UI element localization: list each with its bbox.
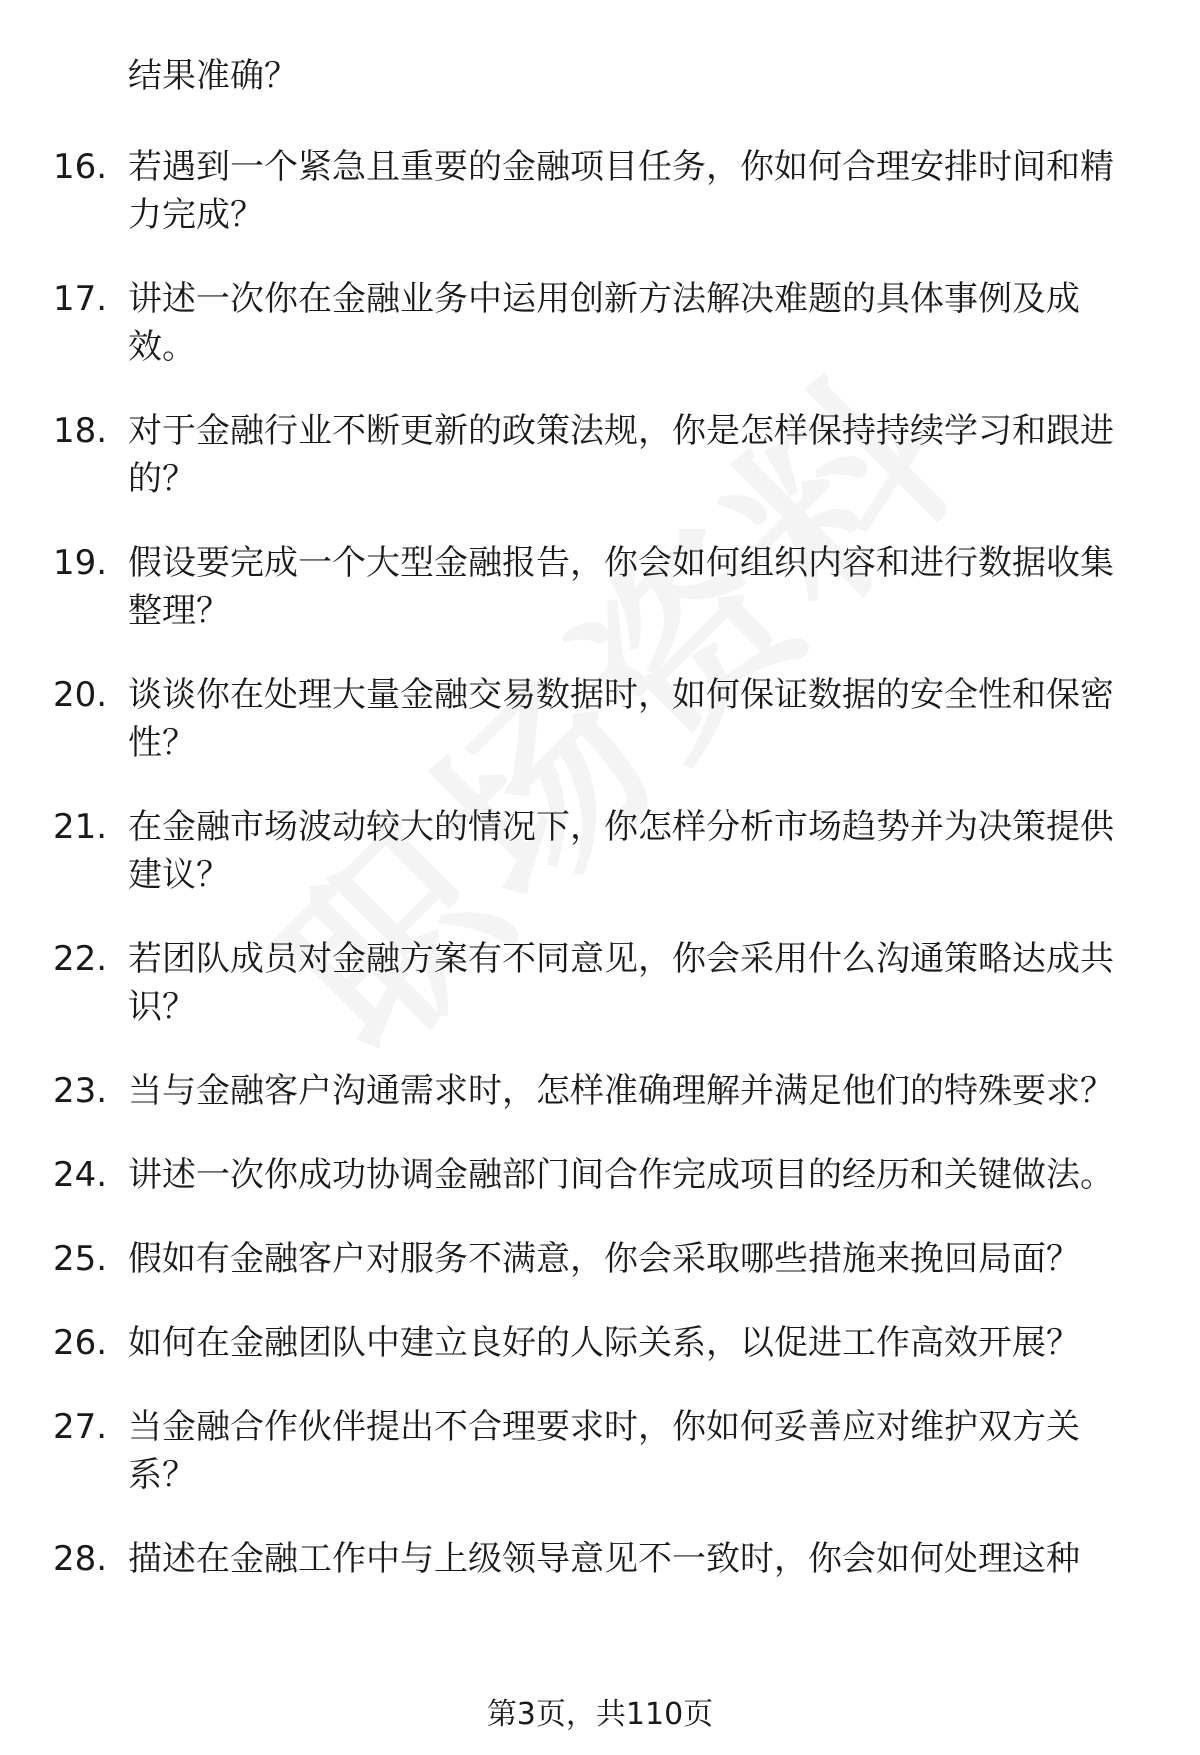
question-text: 谈谈你在处理大量金融交易数据时，如何保证数据的安全性和保密性？: [128, 675, 1114, 763]
question-number: 16.: [53, 147, 108, 187]
list-item: [0, 143, 1200, 239]
question-number: 20.: [53, 675, 108, 715]
list-item: [0, 1235, 1200, 1283]
question-text: 若遇到一个紧急且重要的金融项目任务，你如何合理安排时间和精力完成？: [128, 147, 1114, 235]
list-item: [0, 1535, 1200, 1583]
question-text: 假如有金融客户对服务不满意，你会采取哪些措施来挽回局面？: [128, 1239, 1080, 1279]
list-item: [0, 1403, 1200, 1499]
question-number: 17.: [53, 279, 108, 319]
question-text: 讲述一次你在金融业务中运用创新方法解决难题的具体事例及成效。: [128, 279, 1080, 367]
question-continuation: 结果准确？: [128, 56, 298, 96]
page-footer: 第3页，共110页: [486, 1697, 714, 1732]
list-item: [0, 407, 1200, 503]
question-number: 26.: [53, 1323, 108, 1363]
question-number: 28.: [53, 1539, 108, 1579]
question-list: [0, 143, 1200, 1619]
list-item: [0, 539, 1200, 635]
question-number: 18.: [53, 411, 108, 451]
question-text: 描述在金融工作中与上级领导意见不一致时，你会如何处理这种: [128, 1539, 1080, 1579]
question-text: 当金融合作伙伴提出不合理要求时，你如何妥善应对维护双方关系？: [128, 1407, 1080, 1495]
question-number: 24.: [53, 1155, 108, 1195]
question-text: 在金融市场波动较大的情况下，你怎样分析市场趋势并为决策提供建议？: [128, 807, 1114, 895]
list-item: [0, 1319, 1200, 1367]
question-text: 对于金融行业不断更新的政策法规，你是怎样保持持续学习和跟进的？: [128, 411, 1114, 499]
list-item: [0, 1067, 1200, 1115]
list-item: [0, 935, 1200, 1031]
question-text: 当与金融客户沟通需求时，怎样准确理解并满足他们的特殊要求？: [128, 1071, 1114, 1111]
list-item: [0, 275, 1200, 371]
question-number: 25.: [53, 1239, 108, 1279]
list-item: [0, 1151, 1200, 1199]
question-text: 若团队成员对金融方案有不同意见，你会采用什么沟通策略达成共识？: [128, 939, 1114, 1027]
list-item: [0, 671, 1200, 767]
question-text: 讲述一次你成功协调金融部门间合作完成项目的经历和关键做法。: [128, 1155, 1114, 1195]
question-text: 如何在金融团队中建立良好的人际关系，以促进工作高效开展？: [128, 1323, 1080, 1363]
question-number: 27.: [53, 1407, 108, 1447]
question-number: 23.: [53, 1071, 108, 1111]
question-number: 22.: [53, 939, 108, 979]
question-number: 19.: [53, 543, 108, 583]
list-item: [0, 803, 1200, 899]
question-number: 21.: [53, 807, 108, 847]
question-text: 假设要完成一个大型金融报告，你会如何组织内容和进行数据收集整理？: [128, 543, 1114, 631]
